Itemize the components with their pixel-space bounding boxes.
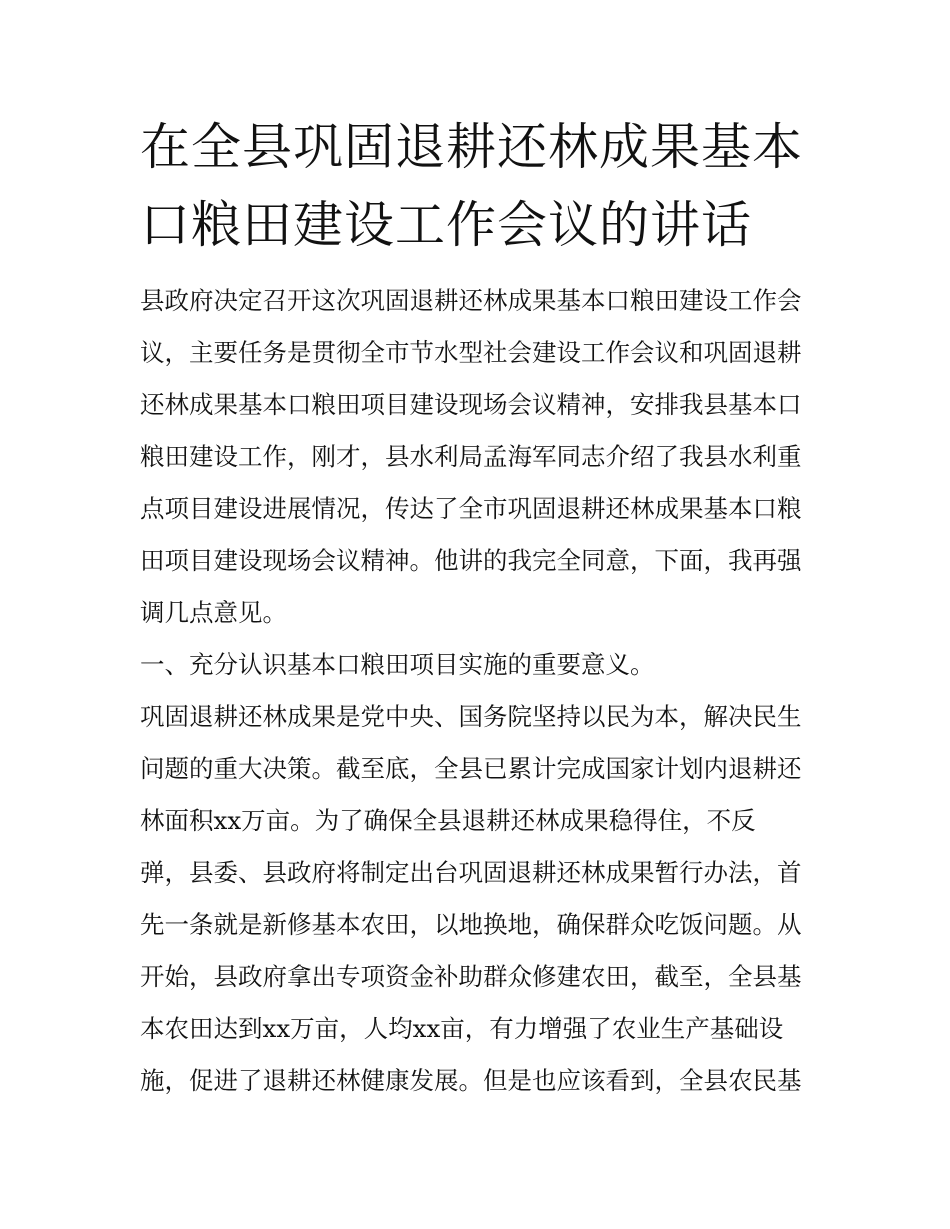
body-line-12: 弹，县委、县政府将制定出台巩固退耕还林成果暂行办法，首 — [140, 858, 802, 887]
body-line-6: 田项目建设现场会议精神。他讲的我完全同意，下面，我再强 — [140, 546, 802, 575]
body-line-16: 施，促进了退耕还林健康发展。但是也应该看到，全县农民基 — [140, 1066, 802, 1095]
document-title-line-2: 口粮田建设工作会议的讲话 — [140, 196, 752, 254]
body-line-15: 本农田达到xx万亩，人均xx亩，有力增强了农业生产基础设 — [140, 1014, 784, 1043]
section-heading-1: 一、充分认识基本口粮田项目实施的重要意义。 — [140, 650, 655, 679]
document-title-line-1: 在全县巩固退耕还林成果基本 — [140, 118, 803, 176]
body-line-5: 点项目建设进展情况，传达了全市巩固退耕还林成果基本口粮 — [140, 494, 802, 523]
body-line-4: 粮田建设工作，刚才，县水利局孟海军同志介绍了我县水利重 — [140, 442, 802, 471]
body-line-3: 还林成果基本口粮田项目建设现场会议精神，安排我县基本口 — [140, 390, 802, 419]
body-line-14: 开始，县政府拿出专项资金补助群众修建农田，截至，全县基 — [140, 962, 802, 991]
body-line-1: 县政府决定召开这次巩固退耕还林成果基本口粮田建设工作会 — [140, 286, 802, 315]
body-line-11: 林面积xx万亩。为了确保全县退耕还林成果稳得住，不反 — [140, 806, 756, 835]
body-line-13: 先一条就是新修基本农田，以地换地，确保群众吃饭问题。从 — [140, 910, 802, 939]
body-line-10: 问题的重大决策。截至底，全县已累计完成国家计划内退耕还 — [140, 754, 802, 783]
body-line-2: 议，主要任务是贯彻全市节水型社会建设工作会议和巩固退耕 — [140, 338, 802, 367]
body-line-9: 巩固退耕还林成果是党中央、国务院坚持以民为本，解决民生 — [140, 702, 802, 731]
body-line-7: 调几点意见。 — [140, 598, 287, 627]
